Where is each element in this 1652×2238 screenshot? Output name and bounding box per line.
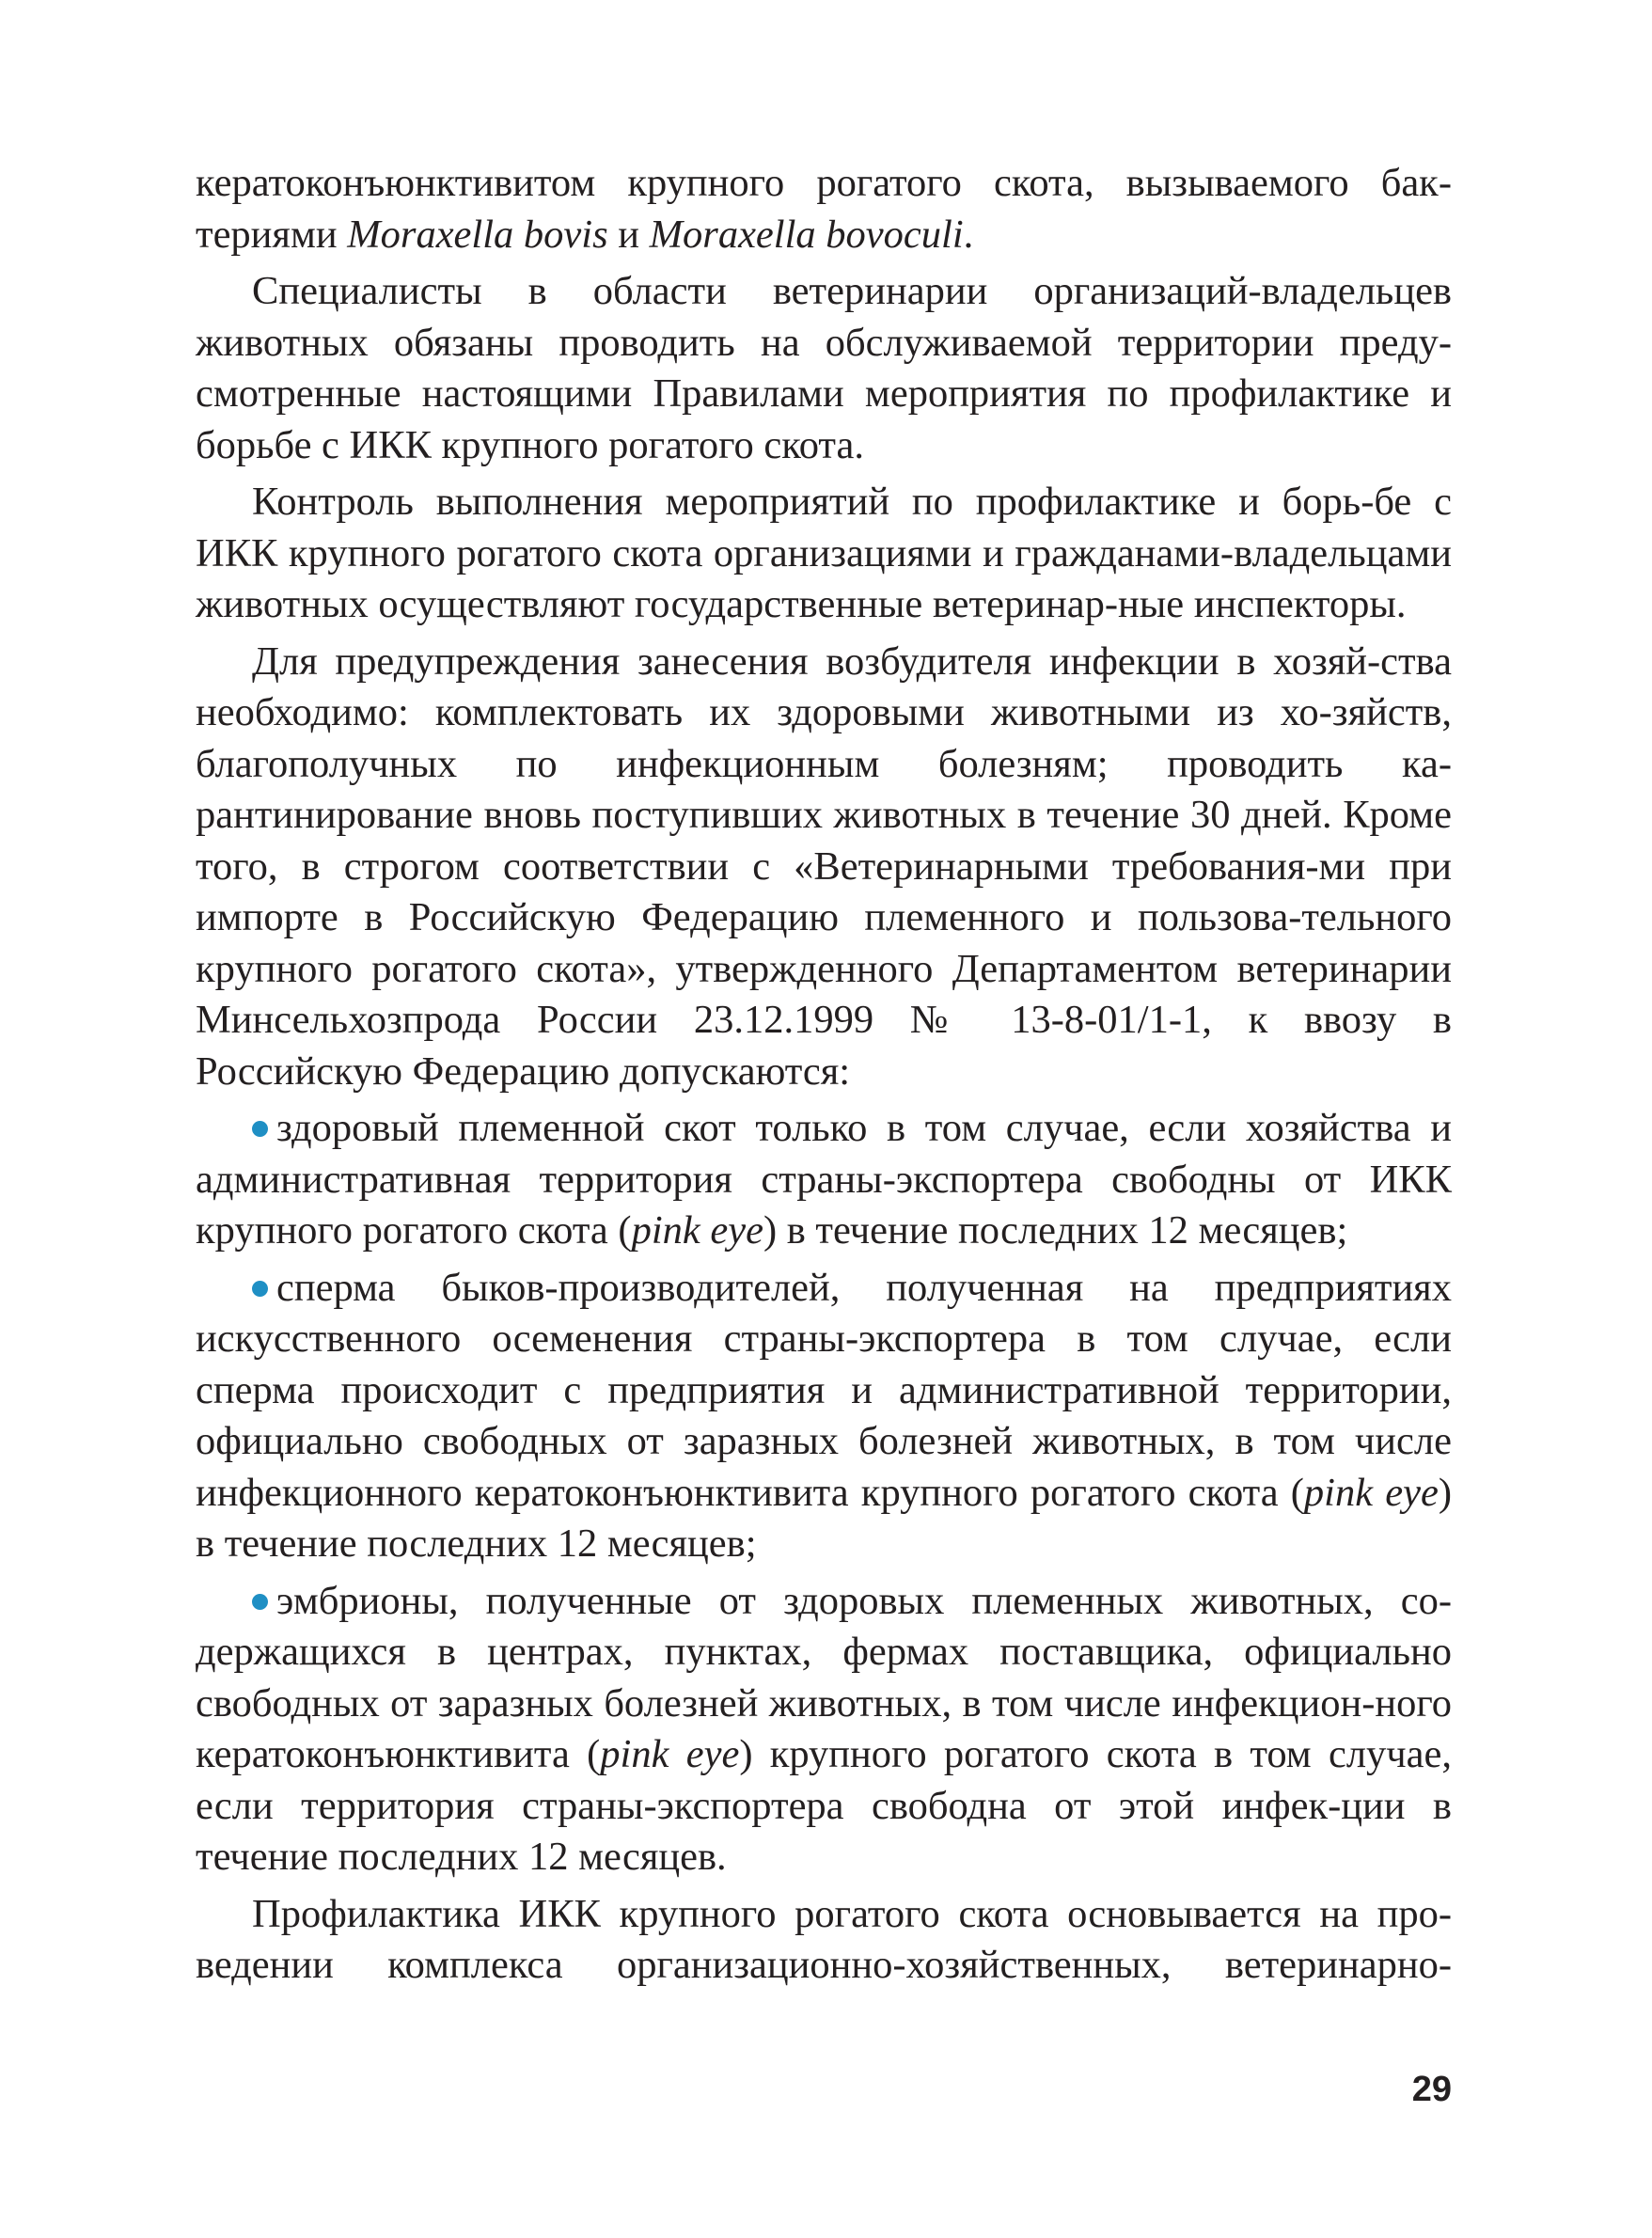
species-name: Moraxella bovis — [347, 212, 608, 257]
paragraph-prevention: Для предупреждения занесения возбудителя инфекции в хозяй-ства необходимо: комплектовать их здоровыми животными из хо-зяйств, благополучных по инфекционным болезням; проводить ка-рантинирование вновь поступивших животных в течение 30 дней. Кроме того, в строгом соответствии с «Ветеринарными требования-ми при импорте в Российскую Федерацию племенного и пользова-тельного крупного рогатого скота», утвержденного Департаментом ветеринарии Минсельхозпрода России 23.12.1999 № 13-8-01/1-1, к ввозу в Российскую Федерацию допускаются: — [196, 638, 1452, 1094]
list-item-text: ) в течение последних 12 месяцев; — [763, 1208, 1348, 1253]
paragraph-text: кератоконъюнктивитом крупного рогатого скота, вызываемого бак-териями — [196, 161, 1452, 257]
list-item-bull-semen — [196, 1263, 1452, 1570]
term-italic: pink eye — [1303, 1470, 1439, 1515]
page-body — [196, 158, 1452, 1992]
bullet-icon — [252, 1281, 268, 1297]
paragraph-specialists: Специалисты в области ветеринарии организаций-владельцев животных обязаны проводить на обслуживаемой территории преду-смотренные настоящими Правилами мероприятия по профилактике и борьбе с ИКК крупного рогатого скота. — [196, 269, 1452, 467]
bullet-icon — [252, 1594, 268, 1610]
paragraph-text: и — [607, 212, 650, 257]
list-item-text: здоровый племенной скот только в том случае, если хозяйства и административная территория страны-экспортера свободны от ИКК крупного рогатого скота ( — [196, 1106, 1452, 1253]
list-item-embryos — [196, 1576, 1452, 1883]
list-item-text: ) крупного рогатого скота в том случае, если территория страны-экспортера свободна от этой инфек-ции в течение последних 12 месяцев. — [196, 1732, 1453, 1879]
paragraph-control: Контроль выполнения мероприятий по профилактике и борь-бе с ИКК крупного рогатого скота организациями и гражданами-владельцами животных осуществляют государственные ветеринар-ные инспекторы. — [196, 480, 1452, 626]
bullet-icon — [252, 1121, 268, 1137]
list-item-text: сперма быков-производителей, полученная на предприятиях искусственного осеменения страны-экспортера в том случае, если сперма происходит с предприятия и административной территории, официально свободных от заразных болезней животных, в том числе инфекционного кератоконъюнктивита крупного рогатого скота ( — [196, 1265, 1452, 1515]
list-item-breeding-cattle — [196, 1103, 1452, 1257]
page-number: 29 — [1411, 2070, 1452, 2109]
term-italic: pink eye — [631, 1208, 763, 1253]
list-item-text: ) в течение последних 12 месяцев; — [196, 1470, 1452, 1566]
paragraph-continued — [196, 158, 1452, 260]
list-item-text: эмбрионы, полученные от здоровых племенных животных, со-держащихся в центрах, пунктах, фермах поставщика, официально свободных от заразных болезней животных, в том числе инфекцион-ного кератоконъюнктивита ( — [196, 1578, 1452, 1776]
term-italic: pink eye — [600, 1732, 740, 1776]
paragraph-prophylaxis: Профилактика ИКК крупного рогатого скота основывается на про-ведении комплекса организационно-хозяйственных, ветеринарно- — [196, 1891, 1452, 1987]
species-name: Moraxella bovoculi — [649, 212, 964, 257]
paragraph-text: . — [963, 212, 974, 257]
